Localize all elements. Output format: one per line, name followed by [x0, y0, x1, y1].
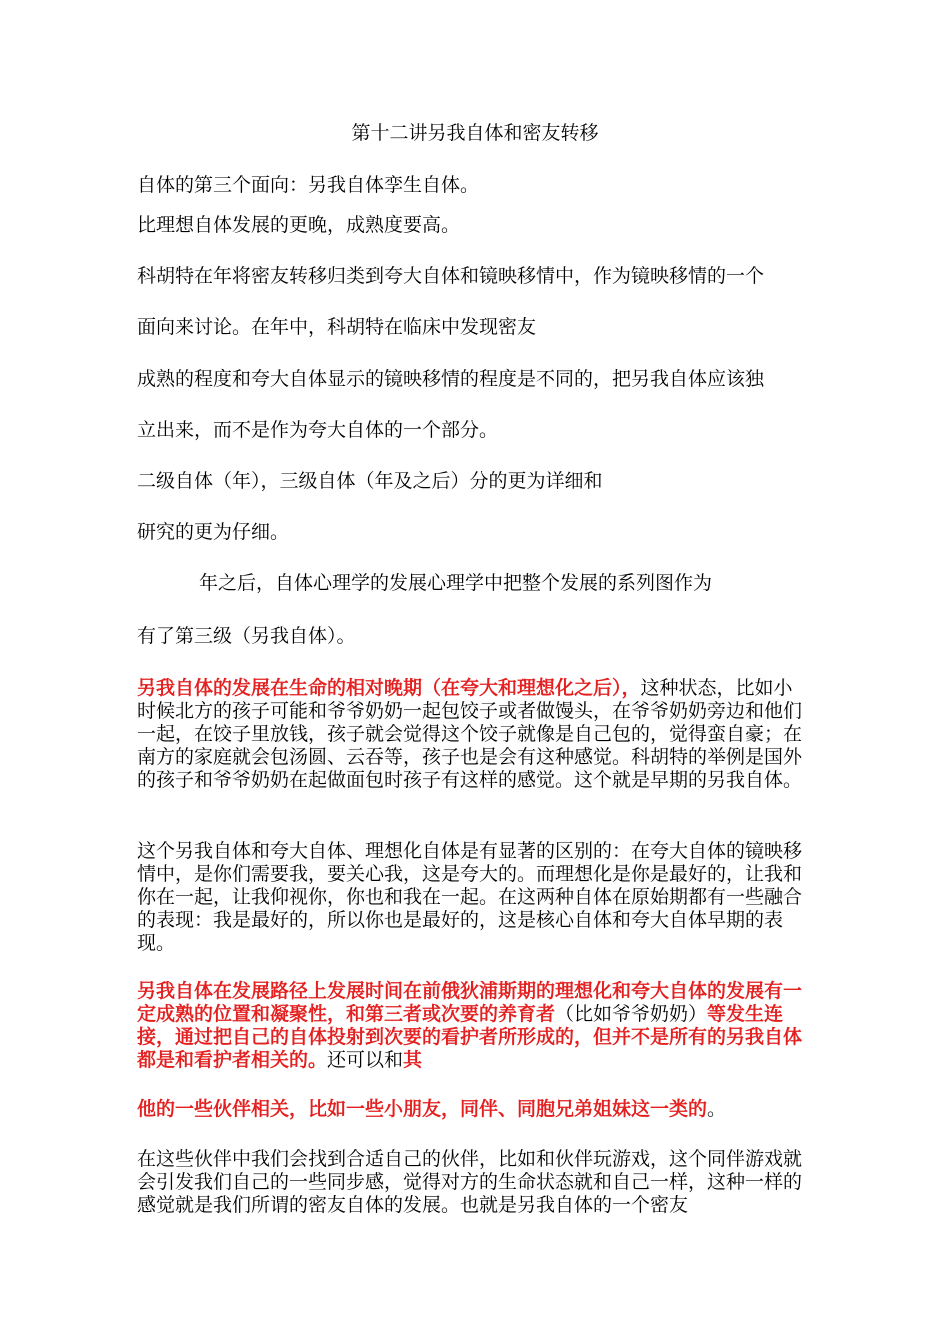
- highlighted-text: 等发生连接，通过把自己的自体投射到次要的看护者所形成的，但并不是所有的另我自体都是和看护者相关的。: [137, 1003, 803, 1071]
- text-line: 成熟的程度和夸大自体显示的镜映移情的程度是不同的，把另我自体应该独: [137, 368, 765, 390]
- highlighted-text: 他的一些伙伴相关，比如一些小朋友，同伴、同胞兄弟姐妹这一类的: [137, 1098, 708, 1120]
- paragraph: 这个另我自体和夸大自体、理想化自体是有显著的区别的：在夸大自体的镜映移情中，是你们需要我，要关心我，这是夸大的。而理想化是你是最好的，让我和你在一起，让我仰视你，你也和我在一起。在这两种自体在原始期都有一些融合的表现：我是最好的，所以你也是最好的，这是核心自体和夸大自体早期的表现。: [137, 840, 803, 954]
- text-line: 立出来，而不是作为夸大自体的一个部分。: [137, 419, 499, 441]
- text-line: 二级自体（年），三级自体（年及之后）分的更为详细和: [137, 470, 603, 492]
- paragraph: 在这些伙伴中我们会找到合适自己的伙伴，比如和伙伴玩游戏，这个同伴游戏就会引发我们自己的一些同步感，觉得对方的生命状态就和自己一样，这种一样的感觉就是我们所谓的密友自体的发展。也就是另我自体的一个密友: [137, 1148, 803, 1216]
- paragraph: [137, 980, 805, 1072]
- text-line: 有了第三级（另我自体）。: [137, 625, 356, 647]
- page-title: 第十二讲另我自体和密友转移: [351, 122, 599, 144]
- body-text: 。: [707, 1098, 727, 1120]
- text-line: 面向来讨论。在年中，科胡特在临床中发现密友: [137, 316, 537, 338]
- text-line: 研究的更为仔细。: [137, 521, 290, 543]
- highlighted-text: 另我自体的发展在生命的相对晚期（在夸大和理想化之后），: [137, 677, 641, 699]
- text-line: 年之后，自体心理学的发展心理学中把整个发展的系列图作为: [199, 572, 713, 594]
- highlighted-text: 另我自体在发展路径上发展时间在前俄狄浦斯期的理想化和夸大自体的发展有一定成熟的位置和凝聚性，和第三者或次要的养育者: [137, 980, 803, 1025]
- text-line: 自体的第三个面向：另我自体孪生自体。: [137, 174, 480, 196]
- text-line: 比理想自体发展的更晚，成熟度要高。: [137, 214, 461, 236]
- text-line: [137, 1098, 726, 1121]
- highlighted-text: 其: [403, 1049, 423, 1071]
- body-text: 这种状态，比如小时候北方的孩子可能和爷爷奶奶一起包饺子或者做馒头，在爷爷奶奶旁边和他们一起，在饺子里放钱，孩子就会觉得这个饺子就像是自己包的，觉得蛮自豪；在南方的家庭就会包汤圆、云吞等，孩子也是会有这种感觉。科胡特的举例是国外的孩子和爷爷奶奶在起做面包时孩子有这样的感觉。这个就是早期的另我自体。: [137, 677, 803, 791]
- paragraph: [137, 677, 805, 792]
- body-text: （比如爷爷奶奶）: [555, 1003, 708, 1025]
- body-text: 还可以和: [327, 1049, 404, 1071]
- text-line: 科胡特在年将密友转移归类到夸大自体和镜映移情中，作为镜映移情的一个: [137, 265, 765, 287]
